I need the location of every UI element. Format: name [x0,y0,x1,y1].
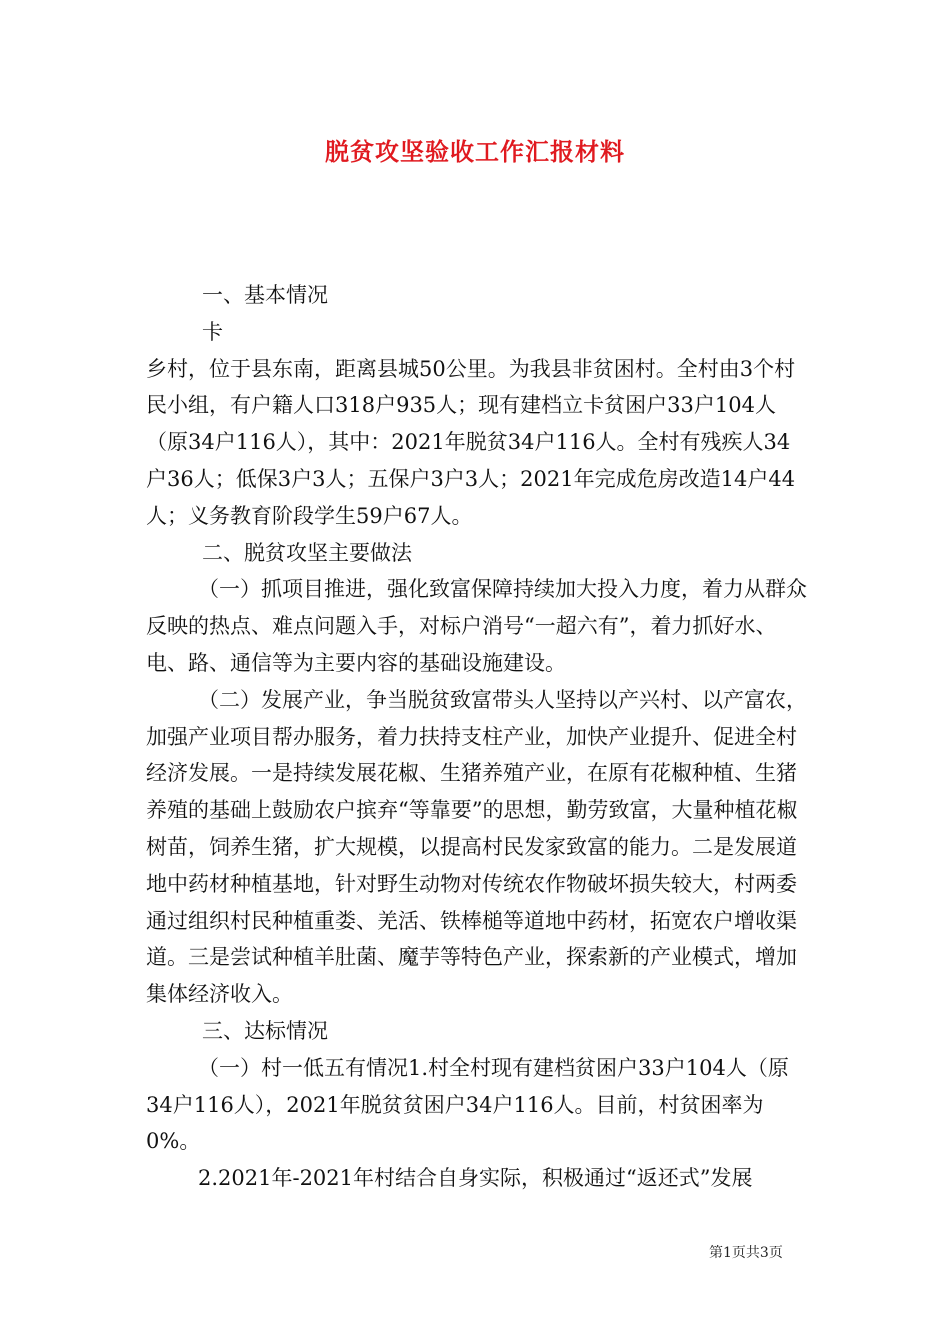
paragraph-project-promotion: （一）抓项目推进，强化致富保障持续加大投入力度，着力从群众反映的热点、难点问题入手，对标户消号“一超六有”，着力抓好水、电、路、通信等为主要内容的基础设施建设。 [146,577,807,675]
section-heading-basic-info: 一、基本情况 [202,283,328,307]
document-body [146,277,810,1197]
paragraph-industry-development: （二）发展产业，争当脱贫致富带头人坚持以产兴村、以产富农，加强产业项目帮办服务，着力扶持支柱产业，加快产业提升、促进全村经济发展。一是持续发展花椒、生猪养殖产业，在原有花椒种植、生猪养殖的基础上鼓励农户摈弃“等靠要”的思想，勤劳致富，大量种植花椒树苗，饲养生猪，扩大规模，以提高村民发家致富的能力。二是发展道地中药材种植基地，针对野生动物对传统农作物破坏损失较大，村两委通过组织村民种植重娄、羌活、铁棒槌等道地中药材，拓宽农户增收渠道。三是尝试种植羊肚菌、魔芋等特色产业，探索新的产业模式，增加集体经济收入。 [146,687,807,1007]
paragraph-village-status: （一）村一低五有情况1.村全村现有建档贫困户33户104人（原34户116人），2021年脱贫贫困户34户116人。目前，村贫困率为0%。 [146,1055,789,1154]
paragraph-return-development: 2.2021年-2021年村结合自身实际，积极通过“返还式”发展 [198,1166,753,1191]
section-heading-main-practices: 二、脱贫攻坚主要做法 [202,540,412,565]
document-title: 脱贫攻坚验收工作汇报材料 [325,137,625,166]
section-heading-standards: 三、达标情况 [202,1018,328,1043]
paragraph-basic-info: 乡村，位于县东南，距离县城50公里。为我县非贫困村。全村由3个村民小组，有户籍人口318户935人；现有建档立卡贫困户33户104人（原34户116人），其中：2021年脱贫34户116人。全村有残疾人34户36人；低保3户3人；五保户3户3人；2021年完成危房改造14户44人；义务教育阶段学生59户67人。 [146,356,796,528]
page-number: 第1页共3页 [709,1245,783,1261]
paragraph-fragment: 卡 [202,319,223,344]
